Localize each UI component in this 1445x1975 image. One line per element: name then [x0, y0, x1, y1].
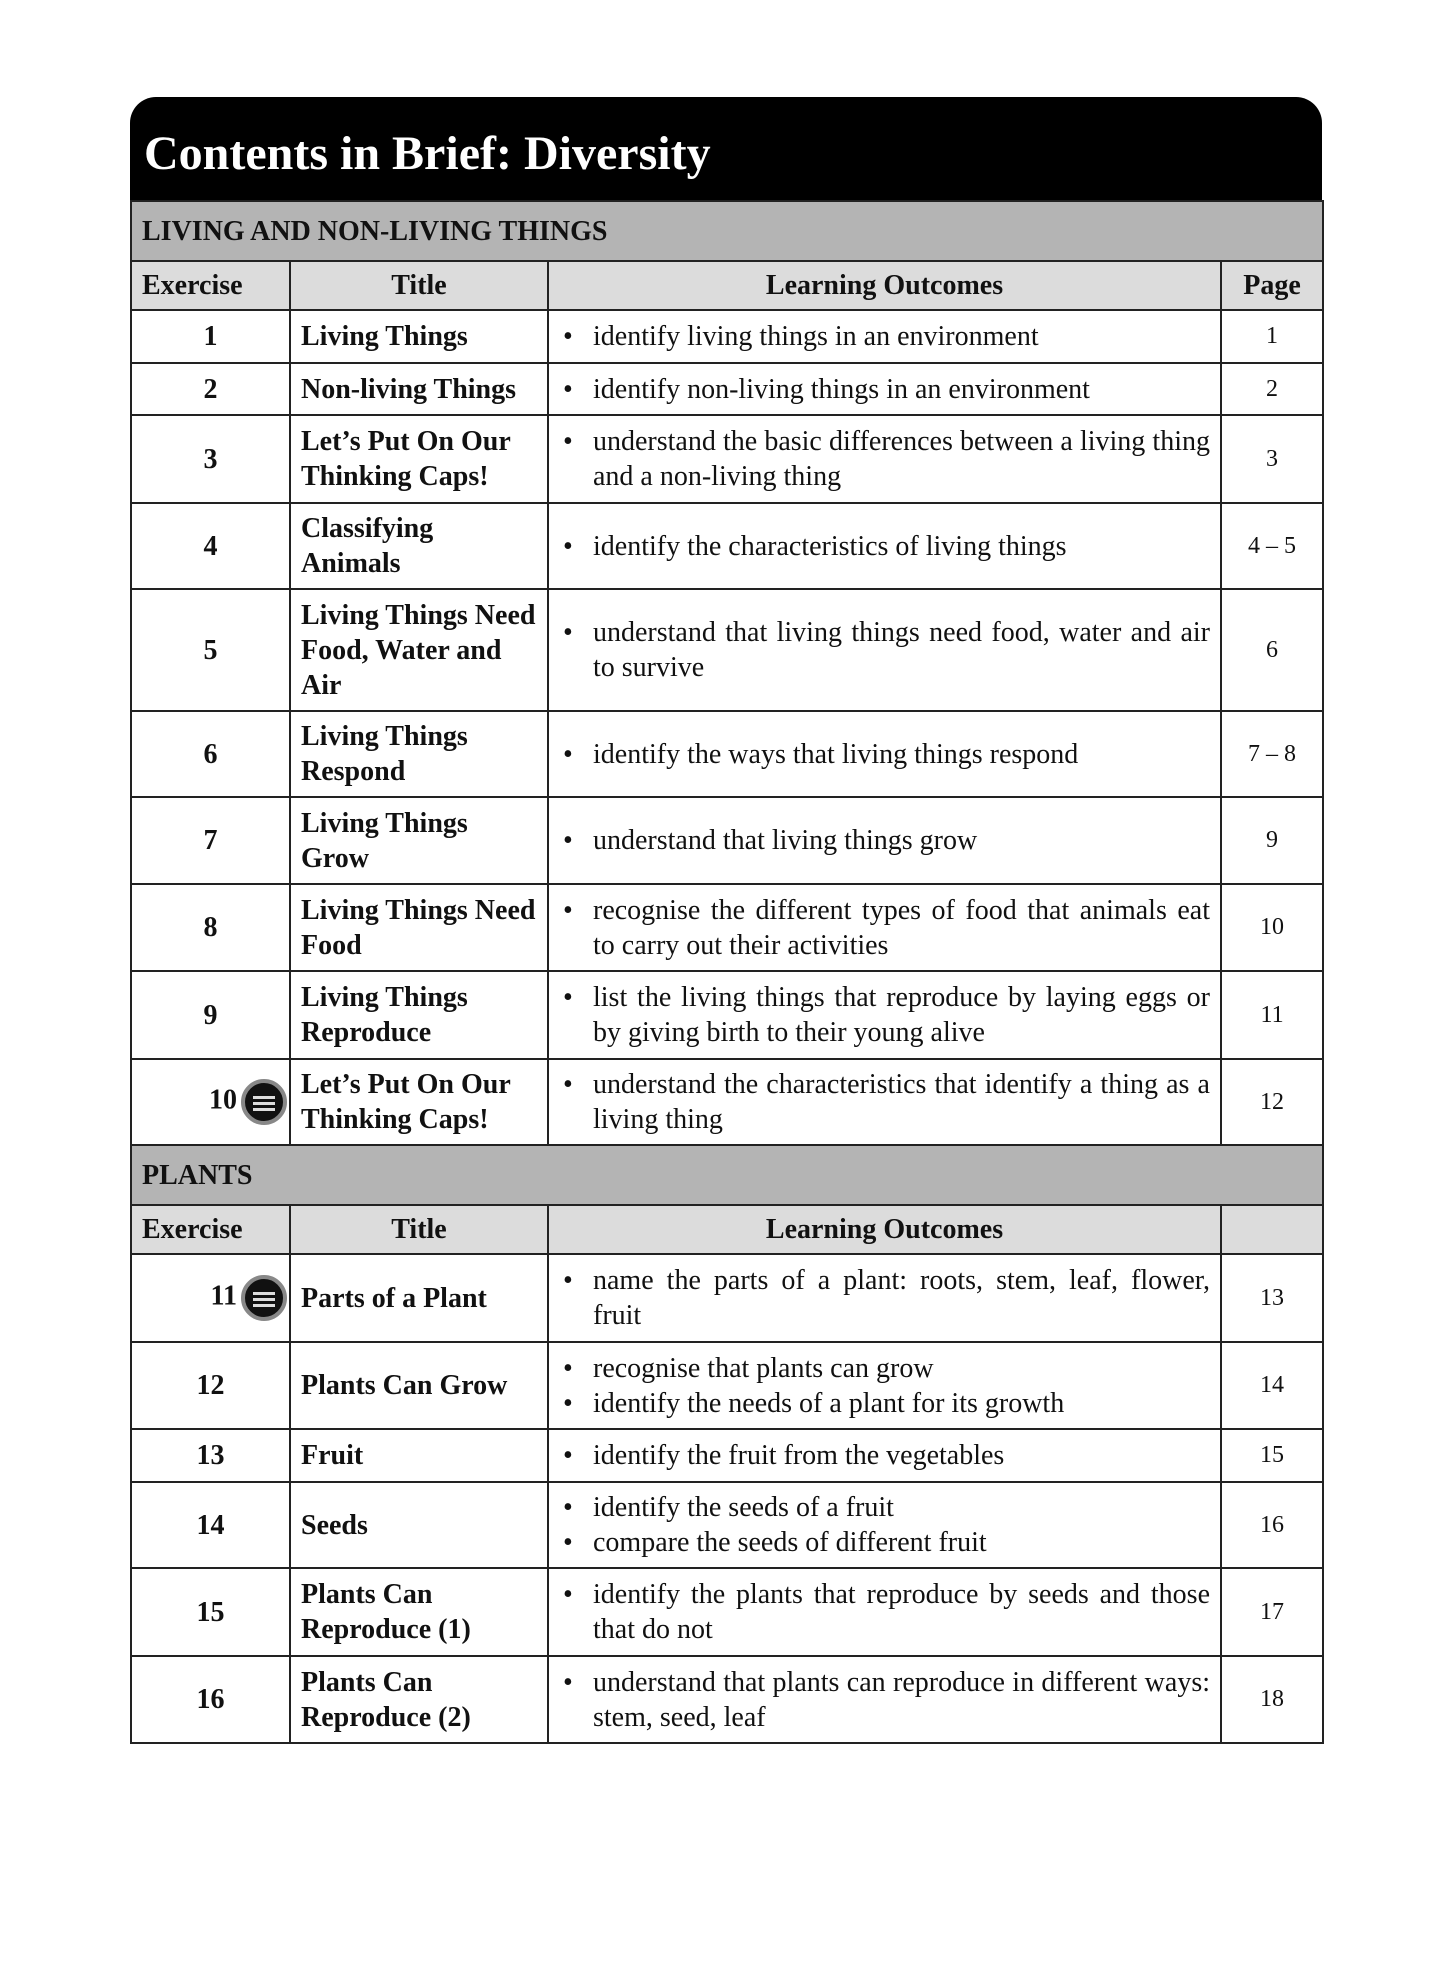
page-number: 3 — [1221, 415, 1323, 503]
exercise-number: 3 — [203, 443, 218, 475]
page-number: 6 — [1221, 589, 1323, 711]
learning-outcome: • name the parts of a plant: roots, stem, leaf, flower, fruit — [559, 1263, 1210, 1333]
table-row — [131, 415, 1323, 503]
exercise-number: 15 — [196, 1596, 225, 1628]
section-title: PLANTS — [131, 1145, 1323, 1205]
page-number: 12 — [1221, 1059, 1323, 1145]
table-row — [131, 711, 1323, 797]
learning-outcome: • understand the basic differences between a living thing and a non-living thing — [559, 424, 1210, 494]
exercise-title: Living Things — [290, 310, 548, 363]
learning-outcome: • understand that living things need food, water and air to survive — [559, 615, 1210, 685]
exercise-title: Living Things Respond — [290, 711, 548, 797]
learning-outcome: • identify the fruit from the vegetables — [559, 1438, 1210, 1473]
outcomes-cell — [548, 971, 1221, 1059]
exercise-number: 9 — [203, 999, 218, 1031]
learning-outcome: • understand that living things grow — [559, 823, 1210, 858]
table-row — [131, 971, 1323, 1059]
learning-outcome: • identify the ways that living things respond — [559, 737, 1210, 772]
page-number: 2 — [1221, 363, 1323, 415]
exercise-number-cell — [131, 884, 290, 971]
exercise-number: 11 — [210, 1280, 237, 1312]
learning-outcome: • identify the needs of a plant for its growth — [559, 1386, 1210, 1421]
page-number: 1 — [1221, 310, 1323, 363]
abacus-badge-icon — [241, 1275, 287, 1321]
exercise-title: Living Things Reproduce — [290, 971, 548, 1059]
exercise-title: Non-living Things — [290, 363, 548, 415]
learning-outcome: • recognise the different types of food that animals eat to carry out their activities — [559, 893, 1210, 963]
exercise-title: Seeds — [290, 1482, 548, 1568]
learning-outcome: • identify non-living things in an environment — [559, 372, 1210, 407]
header-title: Title — [290, 1205, 548, 1254]
exercise-title: Living Things Need Food, Water and Air — [290, 589, 548, 711]
exercise-number-cell — [131, 1254, 290, 1342]
table-row — [131, 1656, 1323, 1743]
table-row — [131, 1059, 1323, 1145]
exercise-number: 12 — [196, 1370, 225, 1401]
table-row — [131, 503, 1323, 589]
table-row — [131, 363, 1323, 415]
learning-outcome: • list the living things that reproduce by laying eggs or by giving birth to their young alive — [559, 980, 1210, 1050]
outcomes-cell — [548, 1342, 1221, 1429]
table-row — [131, 1254, 1323, 1342]
outcomes-cell — [548, 711, 1221, 797]
page-number: 9 — [1221, 797, 1323, 884]
exercise-number-cell — [131, 1482, 290, 1568]
outcomes-cell — [548, 1429, 1221, 1482]
learning-outcome: • identify the plants that reproduce by seeds and those that do not — [559, 1577, 1210, 1647]
column-headers — [131, 1205, 1323, 1254]
exercise-number-cell — [131, 1059, 290, 1145]
table-row — [131, 589, 1323, 711]
outcomes-cell — [548, 1656, 1221, 1743]
exercise-number-cell — [131, 1568, 290, 1656]
page-number: 7 – 8 — [1221, 711, 1323, 797]
exercise-title: Plants Can Reproduce (2) — [290, 1656, 548, 1743]
exercise-number: 4 — [203, 530, 218, 562]
exercise-title: Fruit — [290, 1429, 548, 1482]
table-row — [131, 310, 1323, 363]
exercise-number-cell — [131, 1342, 290, 1429]
learning-outcome: • recognise that plants can grow — [559, 1351, 1210, 1386]
page-number: 4 – 5 — [1221, 503, 1323, 589]
exercise-title: Parts of a Plant — [290, 1254, 548, 1342]
learning-outcome: • identify living things in an environment — [559, 319, 1210, 354]
exercise-number-cell — [131, 1429, 290, 1482]
exercise-number: 5 — [203, 634, 218, 666]
table-row — [131, 1342, 1323, 1429]
exercise-number-cell — [131, 971, 290, 1059]
outcomes-cell — [548, 1568, 1221, 1656]
outcomes-cell — [548, 1254, 1221, 1342]
outcomes-cell — [548, 310, 1221, 363]
page-title: Contents in Brief: Diversity — [130, 97, 1322, 200]
header-outcomes: Learning Outcomes — [548, 261, 1221, 310]
exercise-number-cell — [131, 1656, 290, 1743]
section-header — [131, 201, 1323, 261]
contents-table — [130, 200, 1324, 1744]
header-exercise: Exercise — [131, 261, 290, 310]
outcomes-cell — [548, 884, 1221, 971]
page-number: 16 — [1221, 1482, 1323, 1568]
outcomes-cell — [548, 1482, 1221, 1568]
outcomes-cell — [548, 797, 1221, 884]
header-title: Title — [290, 261, 548, 310]
page-number: 13 — [1221, 1254, 1323, 1342]
exercise-number-cell — [131, 503, 290, 589]
exercise-number: 16 — [196, 1684, 225, 1715]
exercise-number-cell — [131, 711, 290, 797]
exercise-title: Plants Can Reproduce (1) — [290, 1568, 548, 1656]
exercise-title: Living Things Need Food — [290, 884, 548, 971]
exercise-number: 10 — [209, 1084, 237, 1116]
section-title: LIVING AND NON-LIVING THINGS — [131, 201, 1323, 261]
table-row — [131, 884, 1323, 971]
table-row — [131, 1568, 1323, 1656]
page-number: 18 — [1221, 1656, 1323, 1743]
exercise-title: Let’s Put On Our Thinking Caps! — [290, 1059, 548, 1145]
header-page — [1221, 1205, 1323, 1254]
exercise-number-cell — [131, 363, 290, 415]
exercise-number-cell — [131, 589, 290, 711]
exercise-number-cell — [131, 797, 290, 884]
exercise-number: 14 — [196, 1509, 225, 1541]
exercise-number-cell — [131, 415, 290, 503]
outcomes-cell — [548, 1059, 1221, 1145]
page-number: 17 — [1221, 1568, 1323, 1656]
outcomes-cell — [548, 503, 1221, 589]
header-outcomes: Learning Outcomes — [548, 1205, 1221, 1254]
exercise-title: Plants Can Grow — [290, 1342, 548, 1429]
table-row — [131, 1482, 1323, 1568]
exercise-number: 7 — [203, 825, 218, 856]
page-number: 14 — [1221, 1342, 1323, 1429]
outcomes-cell — [548, 415, 1221, 503]
header-exercise: Exercise — [131, 1205, 290, 1254]
page-number: 15 — [1221, 1429, 1323, 1482]
table-row — [131, 1429, 1323, 1482]
exercise-number: 13 — [196, 1440, 225, 1471]
exercise-number: 1 — [203, 321, 218, 352]
abacus-badge-icon — [241, 1079, 287, 1125]
exercise-title: Living Things Grow — [290, 797, 548, 884]
exercise-number: 6 — [203, 738, 218, 770]
learning-outcome: • compare the seeds of different fruit — [559, 1525, 1210, 1560]
learning-outcome: • understand that plants can reproduce in different ways: stem, seed, leaf — [559, 1665, 1210, 1735]
exercise-number: 8 — [203, 912, 218, 943]
page-number: 10 — [1221, 884, 1323, 971]
page-number: 11 — [1221, 971, 1323, 1059]
exercise-number-cell — [131, 310, 290, 363]
contents-table-container — [130, 97, 1322, 1744]
outcomes-cell — [548, 589, 1221, 711]
learning-outcome: • identify the characteristics of living things — [559, 529, 1210, 564]
learning-outcome: • identify the seeds of a fruit — [559, 1490, 1210, 1525]
outcomes-cell — [548, 363, 1221, 415]
table-row — [131, 797, 1323, 884]
column-headers — [131, 261, 1323, 310]
exercise-number: 2 — [203, 373, 218, 405]
header-page: Page — [1221, 261, 1323, 310]
learning-outcome: • understand the characteristics that identify a thing as a living thing — [559, 1067, 1210, 1137]
exercise-title: Classifying Animals — [290, 503, 548, 589]
section-header — [131, 1145, 1323, 1205]
exercise-title: Let’s Put On Our Thinking Caps! — [290, 415, 548, 503]
